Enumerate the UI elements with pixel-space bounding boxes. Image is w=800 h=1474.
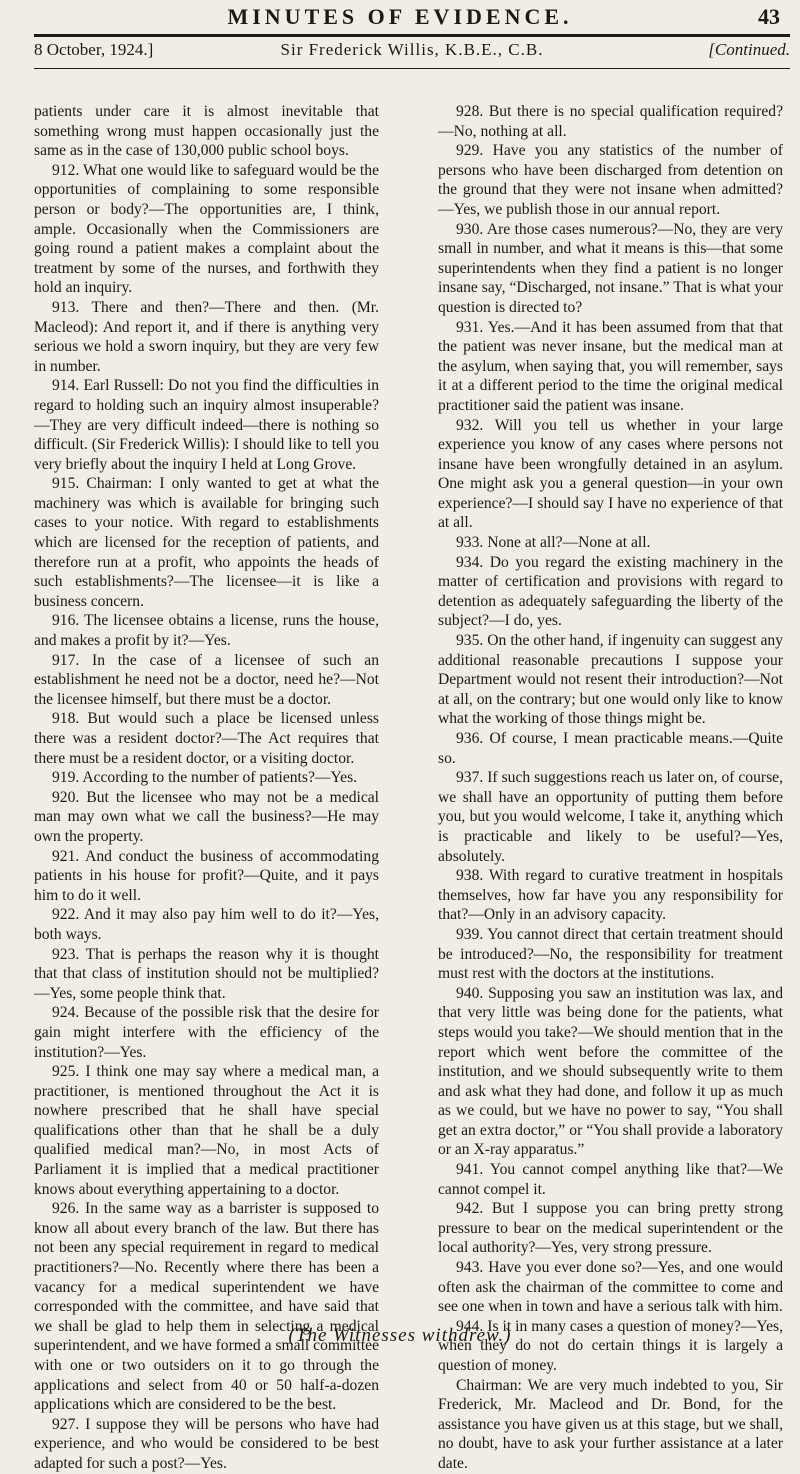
paragraph: 917. In the case of a licensee of such an establishment he need not be a doctor, need he?—Not the licensee himself, but there must be a doctor.: [34, 651, 379, 708]
paragraph: 916. The licensee obtains a license, runs the house, and makes a profit by it?—Yes.: [34, 612, 379, 650]
paragraph: 944. Is it in many cases a question of money?—Yes, when they do not do certain things it is largely a question of money.: [438, 1317, 783, 1374]
left-column: [34, 102, 379, 1474]
paragraph: 926. In the same way as a barrister is supposed to know all about every branch of the law. But there has not been any special requirement in regard to medical practitioners?—No. Recently where there has been a vacancy for a medical superintendent we have corresponded with the committee, and have said that we shall be glad to help them in selecting a medical superintendent, and we have formed a small committee with one or two outsiders on it to go through the applications and select from 40 or 50 half-a-dozen applications which are considered to be the best.: [34, 1200, 379, 1414]
page-title: MINUTES OF EVIDENCE.: [227, 4, 573, 29]
page-number: 43: [758, 4, 780, 29]
paragraph: 940. Supposing you saw an institution was lax, and that very little was being done for the patients, what steps would you take?—We should mention that in the report which went before the committee of the institution, and we should subsequently write to them and ask what they had done, and follow it up as much as we could, but we have no power to say, “You shall get an extra doctor,” or “You shall provide a laboratory or an X-ray apparatus.”: [438, 984, 783, 1159]
paragraph: 924. Because of the possible risk that the desire for gain might interfere with the efficiency of the institution?—Yes.: [34, 1004, 379, 1061]
paragraph: 941. You cannot compel anything like that?—We cannot compel it.: [438, 1161, 783, 1198]
witness-name: Sir Frederick Willis, K.B.E., C.B.: [280, 40, 544, 59]
witnesses-withdrew-note: (The Witnesses withdrew.): [288, 1325, 512, 1346]
paragraph: 931. Yes.—And it has been assumed from that that the patient was never insane, but the medical man at the asylum, when saying that, you will remember, says it at a different period to the time the original medical practitioner said the patient was insane.: [438, 318, 783, 414]
paragraph: 938. With regard to curative treatment in hospitals themselves, how far have you any responsibility for that?—Only in an advisory capacity.: [438, 867, 783, 924]
paragraph: 914. Earl Russell: Do not you find the difficulties in regard to holding such an inquiry almost insuperable?—They are very difficult indeed—there is nothing so difficult. (Sir Frederick Willis): I should like to tell you very briefly about the inquiry I held at Long Grove.: [34, 377, 379, 473]
paragraph: 928. But there is no special qualification required?—No, nothing at all.: [438, 103, 783, 140]
paragraph: 927. I suppose they will be persons who have had experience, and who would be considered to be best adapted for such a post?—Yes.: [34, 1415, 379, 1472]
paragraph: 922. And it may also pay him well to do it?—Yes, both ways.: [34, 906, 379, 943]
paragraph: 915. Chairman: I only wanted to get at what the machinery was which is available for bringing such cases to your notice. With regard to establishments which are licensed for the reception of patients, and therefore run at a profit, who appoints the heads of such establishments?—The licensee—it is like a business concern.: [34, 475, 379, 610]
right-column: [438, 102, 783, 1474]
paragraph: patients under care it is almost inevitable that something wrong must happen occasionally just the same as in the case of 130,000 public school boys.: [34, 103, 379, 160]
header-rule: [34, 34, 790, 37]
paragraph: 921. And conduct the business of accommodating patients in his house for profit?—Quite, and it pays him to do it well.: [34, 847, 379, 904]
paragraph: 935. On the other hand, if ingenuity can suggest any additional reasonable precautions I suppose your Department would not resent their introduction?—Not at all, on the contrary; but one would only like to know what the working of those things might be.: [438, 632, 783, 728]
paragraph: 925. I think one may say where a medical man, a practitioner, is mentioned throughout the Act it is nowhere prescribed that he shall have special qualifications other than that he shall be a duly qualified medical man?—No, in most Acts of Parliament it is implied that a medical practitioner knows about everything appertaining to a doctor.: [34, 1063, 379, 1198]
paragraph: 918. But would such a place be licensed unless there was a resident doctor?—The Act requires that there must be a resident doctor, or a visiting doctor.: [34, 710, 379, 767]
paragraph: Chairman: We are very much indebted to you, Sir Frederick, Mr. Macleod and Dr. Bond, for the assistance you have given us at this stage, but we shall, no doubt, have to ask your further assistance at a later date.: [438, 1376, 783, 1472]
sub-header: [34, 40, 790, 70]
paragraph: 937. If such suggestions reach us later on, of course, we shall have an opportunity of putting them before you, but you would welcome, I take it, anything which is practicable and likely to be useful?—Yes, absolutely.: [438, 769, 783, 865]
paragraph: 912. What one would like to safeguard would be the opportunities of complaining to some responsible person or body?—The opportunities are, I think, ample. Occasionally when the Commissioners are going round a patient makes a complaint about the treatment by some of the nurses, and forthwith they hold an inquiry.: [34, 161, 379, 297]
paragraph: 942. But I suppose you can bring pretty strong pressure to bear on the medical superintendent or the local authority?—Yes, very strong pressure.: [438, 1200, 783, 1257]
sub-header-rule: [34, 68, 790, 69]
paragraph: 923. That is perhaps the reason why it is thought that that class of institution should not be multiplied?—Yes, some people think that.: [34, 945, 379, 1002]
paragraph: 913. There and then?—There and then. (Mr. Macleod): And report it, and if there is anything very serious we hold a sworn inquiry, but they are very few in number.: [34, 298, 379, 375]
continued-label: [Continued.: [708, 40, 790, 59]
paragraph: 933. None at all?—None at all.: [456, 534, 651, 552]
sitting-date: 8 October, 1924.]: [34, 40, 154, 59]
paragraph: 934. Do you regard the existing machinery in the matter of certification and provisions with regard to detention as adequately safeguarding the liberty of the subject?—I do, yes.: [438, 553, 783, 630]
paragraph: 919. According to the number of patients?—Yes.: [52, 769, 358, 787]
paragraph: 932. Will you tell us whether in your large experience you know of any cases where persons not insane have been wrongfully detained in an asylum. One might ask you a general question—in your own experience?—I should say I have no experience of that at all.: [438, 416, 783, 532]
paragraph: 929. Have you any statistics of the number of persons who have been discharged from detention on the ground that they were not insane when admitted?—Yes, we publish those in our annual report.: [438, 142, 783, 218]
paragraph: 930. Are those cases numerous?—No, they are very small in number, and what it means is this—that some superintendents when they find a patient is no longer insane say, “Discharged, not insane.” That is what your question is directed to?: [438, 220, 783, 316]
paragraph: 936. Of course, I mean practicable means.—Quite so.: [438, 730, 783, 767]
paragraph: 920. But the licensee who may not be a medical man may own what we call the business?—He may own the property.: [34, 788, 379, 845]
paragraph: 943. Have you ever done so?—Yes, and one would often ask the chairman of the committee to come and see one when in town and have a serious talk with him.: [438, 1259, 783, 1316]
paragraph: 939. You cannot direct that certain treatment should be introduced?—No, the responsibility for treatment must rest with the doctors at the institutions.: [438, 925, 783, 983]
